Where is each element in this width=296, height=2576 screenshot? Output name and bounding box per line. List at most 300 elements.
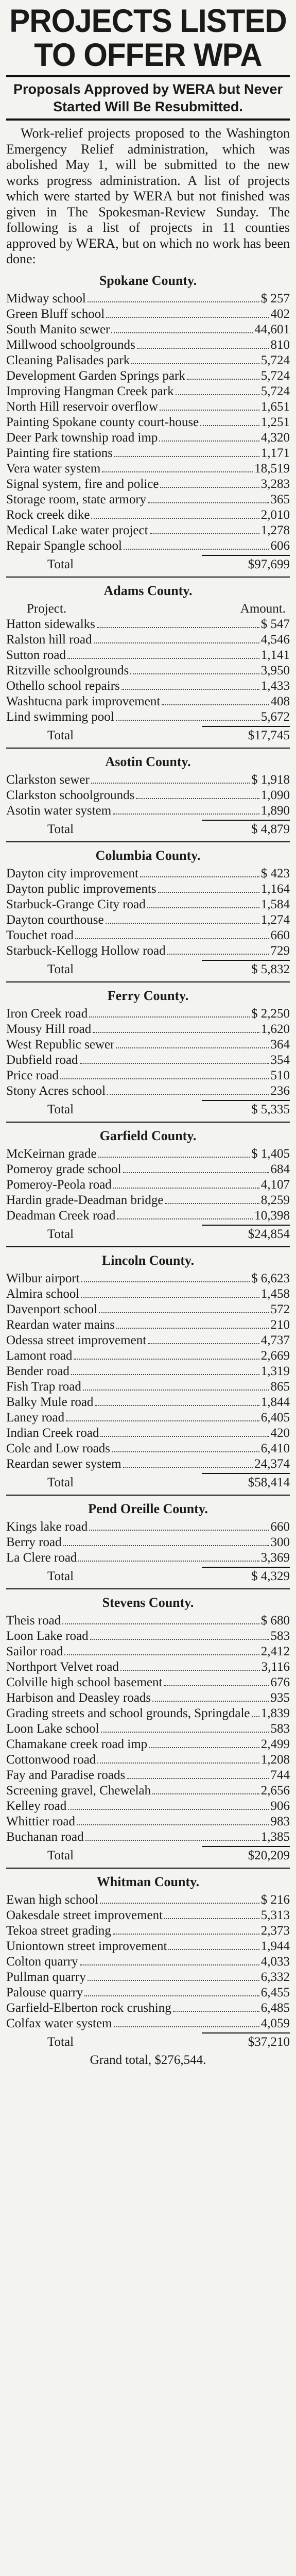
county-section — [6, 841, 290, 978]
project-name: Bender road — [6, 1364, 69, 1378]
project-name: McKeirnan grade — [6, 1146, 97, 1161]
project-name: Fish Trap road — [6, 1379, 81, 1394]
dot-leader — [167, 954, 269, 955]
project-row — [6, 1892, 290, 1908]
project-amount: 2,669 — [260, 1348, 290, 1363]
project-row — [6, 461, 290, 477]
project-row — [6, 1083, 290, 1099]
dot-leader — [60, 1078, 269, 1079]
county-total — [6, 1847, 290, 1865]
dot-leader — [124, 549, 269, 550]
dot-leader — [187, 379, 259, 380]
project-row — [6, 1364, 290, 1379]
project-amount: 3,369 — [260, 1550, 290, 1565]
project-row — [6, 1799, 290, 1814]
total-label: Total — [47, 822, 74, 836]
section-divider — [6, 981, 290, 982]
project-name: Colfax water system — [6, 2016, 112, 2030]
total-amount: $ 5,832 — [251, 962, 290, 976]
project-name: Berry road — [6, 1535, 62, 1549]
dot-leader — [93, 1032, 259, 1033]
total-amount: $37,210 — [248, 2035, 290, 2049]
project-name: Kelley road — [6, 1799, 67, 1813]
project-row — [6, 1146, 290, 1162]
project-amount: 2,499 — [260, 1737, 290, 1751]
project-amount: 1,278 — [260, 523, 290, 537]
project-row — [6, 1177, 290, 1193]
project-row — [6, 1037, 290, 1053]
project-row — [6, 1706, 290, 1721]
project-row — [6, 1659, 290, 1675]
project-name: Ewan high school — [6, 1892, 99, 1907]
dot-leader — [164, 1918, 259, 1919]
county-title: Whitman County. — [96, 1874, 200, 1889]
project-amount: 1,944 — [260, 1939, 290, 1953]
county-section — [6, 748, 290, 838]
project-amount: 1,458 — [260, 1286, 290, 1301]
project-row — [6, 337, 290, 353]
project-amount: 6,485 — [260, 2001, 290, 2015]
project-amount: 1,651 — [260, 399, 290, 414]
project-row — [6, 415, 290, 430]
dot-leader — [136, 798, 259, 799]
project-row — [6, 648, 290, 663]
county-total — [6, 2033, 290, 2051]
project-amount: 3,283 — [260, 477, 290, 491]
project-amount: 660 — [270, 1519, 290, 1534]
project-amount: 1,319 — [260, 1364, 290, 1378]
project-row — [6, 1271, 290, 1286]
county-section — [6, 1246, 290, 1492]
project-row — [6, 1535, 290, 1550]
project-row — [6, 1162, 290, 1177]
dot-leader — [148, 1343, 259, 1344]
project-name: Dayton public improvements — [6, 882, 156, 896]
headline-line-2: TO OFFER WPA — [34, 37, 262, 73]
project-name: Grading streets and school grounds, Springdale — [6, 1706, 250, 1720]
project-name: Almira school — [6, 1286, 80, 1301]
headline-line-1: PROJECTS LISTED — [9, 3, 287, 39]
dot-leader — [160, 410, 259, 411]
project-name: Indian Creek road — [6, 1426, 99, 1440]
dot-leader — [100, 1436, 269, 1437]
project-row — [6, 1302, 290, 1317]
project-row — [6, 617, 290, 632]
project-name: Price road — [6, 1068, 59, 1082]
project-row — [6, 1737, 290, 1752]
project-row — [6, 632, 290, 648]
dot-leader — [116, 1328, 269, 1329]
project-name: Lamont road — [6, 1348, 73, 1363]
dot-leader — [62, 1623, 259, 1624]
dot-leader — [137, 348, 269, 349]
project-row — [6, 291, 290, 307]
project-amount: 1,433 — [260, 679, 290, 693]
section-divider — [6, 1868, 290, 1869]
dot-leader — [176, 394, 259, 395]
dot-leader — [200, 425, 259, 426]
dot-leader — [120, 1670, 260, 1671]
project-name: La Clere road — [6, 1550, 77, 1565]
grand-total: Grand total, $276,544. — [90, 2053, 206, 2067]
dot-leader — [121, 689, 259, 690]
section-divider — [6, 841, 290, 842]
project-amount: 1,385 — [260, 1829, 290, 1844]
dot-leader — [97, 1762, 259, 1764]
project-amount: $ 257 — [260, 291, 290, 306]
project-name: Garfield-Elberton rock crushing — [6, 2001, 171, 2015]
project-amount: 1,844 — [260, 1395, 290, 1409]
section-divider — [6, 577, 290, 578]
project-amount: 420 — [270, 1426, 290, 1440]
county-sections — [6, 270, 290, 2051]
dot-leader — [147, 907, 259, 908]
project-row — [6, 1814, 290, 1829]
project-name: Improving Hangman Creek park — [6, 384, 174, 398]
project-name: Green Bluff school — [6, 307, 105, 321]
project-name: Repair Spangle school — [6, 538, 122, 553]
dot-leader — [91, 783, 250, 784]
dot-leader — [158, 892, 259, 893]
dot-leader — [95, 1405, 259, 1406]
project-row — [6, 679, 290, 694]
project-name: Screening gravel, Chewelah — [6, 1783, 151, 1798]
dot-leader — [83, 1389, 269, 1391]
project-name: Cole and Low roads — [6, 1441, 111, 1455]
project-name: Painting Spokane county court-house — [6, 415, 199, 429]
headline — [6, 4, 290, 72]
project-amount: 402 — [270, 307, 290, 321]
project-amount: 6,410 — [260, 1441, 290, 1455]
project-name: Reardan sewer system — [6, 1456, 121, 1471]
project-row — [6, 912, 290, 928]
project-row — [6, 803, 290, 819]
project-name: Deadman Creek road — [6, 1208, 116, 1223]
project-row — [6, 507, 290, 523]
project-row — [6, 368, 290, 384]
project-name: Signal system, fire and police — [6, 477, 159, 491]
project-name: Washtucna park improvement — [6, 694, 161, 708]
project-name: Othello school repairs — [6, 679, 120, 693]
project-amount: 1,890 — [260, 803, 290, 818]
project-amount: 210 — [270, 1317, 290, 1332]
dot-leader — [89, 1530, 269, 1531]
project-name: Theis road — [6, 1613, 61, 1628]
project-amount: 5,313 — [260, 1908, 290, 1922]
dot-leader — [102, 471, 253, 472]
project-row — [6, 1954, 290, 1970]
project-name: Wilbur airport — [6, 1271, 80, 1285]
project-amount: $ 680 — [260, 1613, 290, 1628]
project-amount: 6,405 — [260, 1410, 290, 1425]
project-row — [6, 1970, 290, 1985]
project-name: Rock creek dike — [6, 507, 90, 522]
project-amount: 10,398 — [254, 1208, 290, 1223]
dot-leader — [106, 317, 269, 318]
section-divider — [6, 1122, 290, 1123]
dot-leader — [150, 533, 259, 534]
subheadline: Proposals Approved by WERA but Never Started Will Be Resubmitted. — [13, 81, 283, 114]
project-name: Midway school — [6, 291, 86, 306]
project-amount: 729 — [270, 943, 290, 958]
project-row — [6, 788, 290, 803]
project-amount: 5,724 — [260, 368, 290, 383]
dot-leader — [252, 1716, 259, 1717]
project-row — [6, 1985, 290, 2001]
dot-leader — [81, 1297, 259, 1298]
dot-leader — [168, 1949, 259, 1950]
project-amount: 583 — [270, 1721, 290, 1736]
project-row — [6, 477, 290, 492]
project-name: Dayton courthouse — [6, 912, 104, 927]
column-header-project: Project. — [27, 601, 67, 616]
project-amount: 4,033 — [260, 1954, 290, 1969]
dot-leader — [149, 1747, 259, 1748]
project-name: Medical Lake water project — [6, 523, 148, 537]
dot-leader — [113, 1188, 259, 1189]
project-row — [6, 882, 290, 897]
dot-leader — [64, 1654, 259, 1655]
project-row — [6, 1286, 290, 1302]
project-amount: 300 — [270, 1535, 290, 1549]
project-amount: 572 — [270, 1302, 290, 1316]
county-total — [6, 556, 290, 573]
dot-leader — [66, 1420, 259, 1421]
project-amount: 1,164 — [260, 882, 290, 896]
dot-leader — [123, 1172, 269, 1173]
project-amount: 906 — [270, 1799, 290, 1813]
project-amount: 983 — [270, 1814, 290, 1828]
project-row — [6, 1629, 290, 1644]
project-row — [6, 2001, 290, 2016]
project-amount: 2,373 — [260, 1923, 290, 1938]
project-amount: 684 — [270, 1162, 290, 1176]
project-row — [6, 694, 290, 709]
project-amount: 5,672 — [260, 709, 290, 724]
total-amount: $ 5,335 — [251, 1102, 290, 1116]
dot-leader — [159, 440, 259, 442]
total-label: Total — [47, 557, 74, 571]
project-row — [6, 523, 290, 538]
total-label: Total — [47, 728, 74, 742]
total-label: Total — [47, 1102, 74, 1116]
county-title: Adams County. — [103, 583, 193, 598]
project-row — [6, 663, 290, 679]
project-row — [6, 928, 290, 943]
project-amount: 6,455 — [260, 1985, 290, 1999]
project-amount: 354 — [270, 1053, 290, 1067]
project-name: Clarkston sewer — [6, 772, 90, 787]
county-total — [6, 1101, 290, 1118]
section-divider — [6, 1246, 290, 1247]
project-row — [6, 1208, 290, 1224]
project-amount: $ 6,623 — [251, 1271, 290, 1285]
project-row — [6, 492, 290, 507]
project-name: Laney road — [6, 1410, 65, 1425]
dot-leader — [111, 332, 253, 333]
project-name: Stony Acres school — [6, 1083, 106, 1098]
project-row — [6, 446, 290, 461]
total-label: Total — [47, 1848, 74, 1862]
project-name: Dayton city improvement — [6, 866, 138, 880]
total-label: Total — [47, 2035, 74, 2049]
project-name: Starbuck-Kellogg Hollow road — [6, 943, 166, 958]
project-amount: 1,141 — [260, 648, 290, 662]
column-header — [6, 601, 290, 617]
project-row — [6, 1006, 290, 1022]
dot-leader — [100, 1903, 259, 1904]
dot-leader — [173, 2011, 259, 2012]
divider — [6, 118, 290, 121]
dot-leader — [101, 1732, 269, 1733]
project-row — [6, 1410, 290, 1426]
project-amount: 583 — [270, 1629, 290, 1643]
dot-leader — [68, 1809, 269, 1810]
project-name: West Republic sewer — [6, 1037, 115, 1052]
dot-leader — [127, 1778, 269, 1779]
county-section — [6, 270, 290, 573]
project-amount: 2,412 — [260, 1644, 290, 1658]
dot-leader — [74, 1359, 259, 1360]
project-name: Painting fire stations — [6, 446, 113, 460]
dot-leader — [112, 1451, 259, 1452]
project-amount: 510 — [270, 1068, 290, 1082]
total-amount: $17,745 — [248, 728, 290, 742]
project-name: Hardin grade-Deadman bridge — [6, 1193, 164, 1207]
total-label: Total — [47, 1227, 74, 1241]
total-amount: $97,699 — [248, 557, 290, 571]
project-amount: 676 — [270, 1675, 290, 1689]
dot-leader — [152, 1793, 259, 1794]
county-section — [6, 1588, 290, 1865]
project-name: Iron Creek road — [6, 1006, 88, 1021]
county-title: Ferry County. — [107, 988, 189, 1003]
project-row — [6, 1783, 290, 1799]
project-name: Buchanan road — [6, 1829, 84, 1844]
project-name: North Hill reservoir overflow — [6, 399, 159, 414]
county-title: Pend Oreille County. — [88, 1501, 208, 1516]
project-name: Pomeroy grade school — [6, 1162, 121, 1176]
project-row — [6, 1939, 290, 1954]
project-row — [6, 1908, 290, 1923]
dot-leader — [165, 1203, 259, 1204]
project-name: Touchet road — [6, 928, 74, 942]
dot-leader — [99, 1312, 269, 1313]
project-row — [6, 399, 290, 415]
dot-leader — [81, 1281, 250, 1282]
county-total — [6, 1226, 290, 1243]
project-name: Mousy Hill road — [6, 1022, 92, 1036]
project-row — [6, 1752, 290, 1768]
project-name: South Manito sewer — [6, 322, 110, 336]
county-section — [6, 1122, 290, 1243]
project-name: Storage room, state armory — [6, 492, 147, 506]
project-amount: 1,208 — [260, 1752, 290, 1767]
project-name: Kings lake road — [6, 1519, 88, 1534]
project-name: Colville high school basement — [6, 1675, 163, 1689]
project-row — [6, 1690, 290, 1706]
project-amount: $ 423 — [260, 866, 290, 880]
project-name: Davenport school — [6, 1302, 98, 1316]
county-section — [6, 981, 290, 1118]
dot-leader — [106, 923, 259, 924]
project-name: Deer Park township road imp — [6, 430, 158, 445]
county-section — [6, 1495, 290, 1585]
dot-leader — [91, 518, 259, 519]
county-total — [6, 727, 290, 744]
project-amount: 1,839 — [260, 1706, 290, 1720]
dot-leader — [94, 642, 259, 643]
dot-leader — [160, 487, 259, 488]
dot-leader — [162, 704, 269, 705]
project-amount: 810 — [270, 337, 290, 352]
project-amount: 3,116 — [261, 1659, 290, 1674]
dot-leader — [114, 2026, 259, 2027]
project-name: Pullman quarry — [6, 1970, 86, 1984]
project-row — [6, 1317, 290, 1333]
project-amount: 408 — [270, 694, 290, 708]
project-row — [6, 1456, 290, 1472]
county-total — [6, 821, 290, 838]
project-row — [6, 1519, 290, 1535]
project-row — [6, 1550, 290, 1566]
project-name: Reardan water mains — [6, 1317, 115, 1332]
project-amount: 2,656 — [260, 1783, 290, 1798]
project-amount: 1,620 — [260, 1022, 290, 1036]
dot-leader — [63, 1545, 269, 1546]
project-row — [6, 772, 290, 788]
total-amount: $ 4,879 — [251, 822, 290, 836]
project-amount: 606 — [270, 538, 290, 553]
county-total — [6, 1474, 290, 1492]
dot-leader — [88, 301, 259, 302]
project-row — [6, 2016, 290, 2031]
dot-leader — [71, 1374, 259, 1375]
project-row — [6, 943, 290, 959]
county-title: Lincoln County. — [101, 1252, 195, 1268]
project-name: Chamakane creek road imp — [6, 1737, 148, 1751]
project-name: Hatton sidewalks — [6, 617, 95, 631]
county-title: Stevens County. — [102, 1595, 194, 1610]
dot-leader — [123, 1467, 253, 1468]
total-amount: $24,854 — [248, 1227, 290, 1241]
project-name: Whittier road — [6, 1814, 75, 1828]
project-row — [6, 1644, 290, 1659]
project-name: Balky Mule road — [6, 1395, 94, 1409]
project-name: Clarkston schoolgrounds — [6, 788, 135, 802]
project-name: Asotin water system — [6, 803, 112, 818]
project-amount: 744 — [270, 1768, 290, 1782]
project-row — [6, 1829, 290, 1845]
project-amount: 1,090 — [260, 788, 290, 802]
project-amount: 8,259 — [260, 1193, 290, 1207]
dot-leader — [130, 673, 259, 674]
section-divider — [6, 748, 290, 749]
county-total — [6, 1568, 290, 1585]
project-row — [6, 1053, 290, 1068]
project-name: Pomeroy-Peola road — [6, 1177, 112, 1192]
project-name: Cleaning Palisades park — [6, 353, 130, 367]
project-name: Sutton road — [6, 648, 66, 662]
project-amount: 1,171 — [260, 446, 290, 460]
project-name: Colton quarry — [6, 1954, 78, 1969]
dot-leader — [84, 1995, 259, 1996]
project-row — [6, 538, 290, 554]
project-amount: 935 — [270, 1690, 290, 1705]
project-row — [6, 307, 290, 322]
project-name: Vera water system — [6, 461, 101, 476]
total-label: Total — [47, 962, 74, 976]
